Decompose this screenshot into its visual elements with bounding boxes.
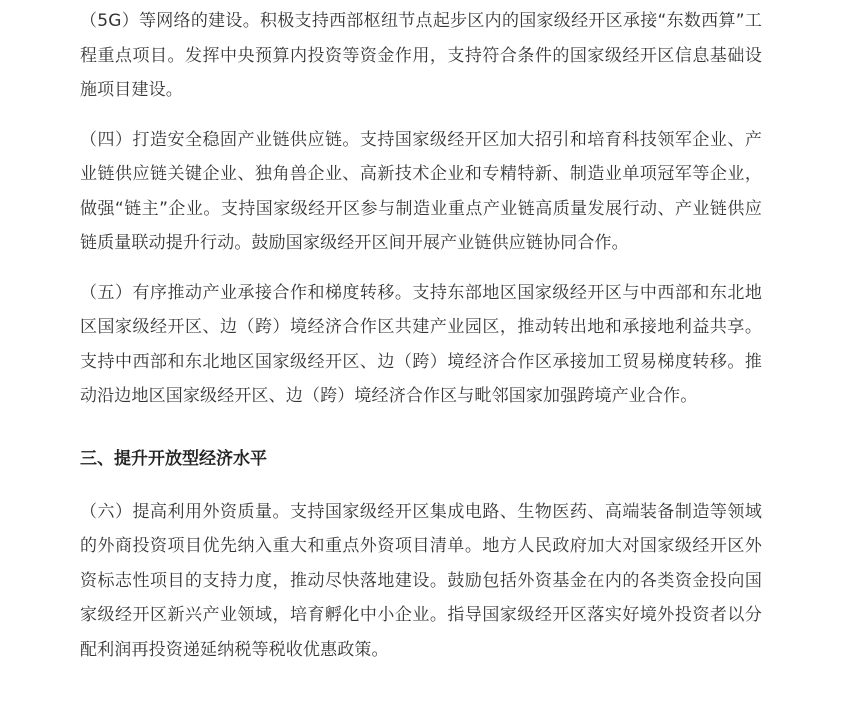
paragraph-foreign-investment: （六）提高利用外资质量。支持国家级经开区集成电路、生物医药、高端装备制造等领域的外商投资项目优先纳入重大和重点外资项目清单。地方人民政府加大对国家级经开区外资标志性项目的支持力度，推动尽快落地建设。鼓励包括外资基金在内的各类资金投向国家级经开区新兴产业领域，培育孵化中小企业。指导国家级经开区落实好境外投资者以分配利润再投资递延纳税等税收优惠政策。	[80, 501, 762, 660]
paragraph-industry-transfer: （五）有序推动产业承接合作和梯度转移。支持东部地区国家级经开区与中西部和东北地区国家级经开区、边（跨）境经济合作区共建产业园区，推动转出地和承接地利益共享。支持中西部和东北地区国家级经开区、边（跨）境经济合作区承接加工贸易梯度转移。推动沿边地区国家级经开区、边（跨）境经济合作区与毗邻国家加强跨境产业合作。	[80, 282, 762, 406]
paragraph-5g-network: （5G）等网络的建设。积极支持西部枢纽节点起步区内的国家级经开区承接“东数西算”工程重点项目。发挥中央预算内投资等资金作用，支持符合条件的国家级经开区信息基础设施项目建设。	[80, 11, 762, 100]
section-heading: 三、提升开放型经济水平	[80, 448, 267, 469]
paragraph-supply-chain: （四）打造安全稳固产业链供应链。支持国家级经开区加大招引和培育科技领军企业、产业链供应链关键企业、独角兽企业、高新技术企业和专精特新、制造业单项冠军等企业，做强“链主”企业。支持国家级经开区参与制造业重点产业链高质量发展行动、产业链供应链质量联动提升行动。鼓励国家级经开区间开展产业链供应链协同合作。	[80, 129, 762, 253]
